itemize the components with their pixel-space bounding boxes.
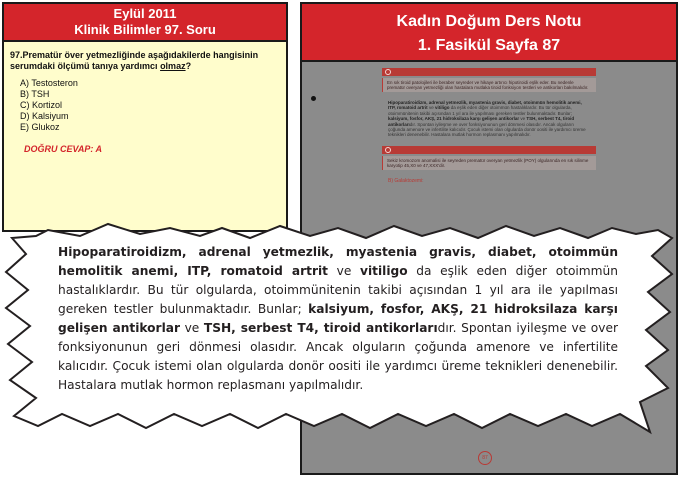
note-box-1: En sık tiroid patolojileri ile beraber seyreder ve hikaye artırıcı hipotiroidi eşlik eder. Bu nedenle prematür overyan yetmezliği olan hastalara mutlaka tiroid fonksiyon testleri ve antikorları bakılmalıdır. bbox=[382, 78, 596, 92]
notes-title: Kadın Doğum Ders Notu bbox=[396, 13, 582, 30]
bubble-tests-2: TSH, serbest T4, tiroid antikorları bbox=[203, 321, 438, 335]
correct-answer: DOĞRU CEVAP: A bbox=[24, 144, 103, 154]
bubble-vitiligo: vitiligo bbox=[360, 264, 408, 278]
question-number: Klinik Bilimler 97. Soru bbox=[74, 22, 216, 37]
page-number-badge: 87 bbox=[478, 451, 492, 465]
question-text: 97.Prematür över yetmezliğinde aşağıdakilerde hangisinin serumdaki ölçümü tanıya yardımcı olmaz? bbox=[10, 50, 259, 71]
bubble-diseases: Hipoparatiroidizm, adrenal yetmezlik, myastenia gravis, diabet, otoimmün hemolitik anemi, ITP, romatoid artrit bbox=[58, 245, 618, 278]
subheading: B) Galaktozemi: bbox=[388, 177, 424, 184]
option-d: D) Kalsiyum bbox=[20, 111, 69, 121]
option-a: A) Testosteron bbox=[20, 78, 78, 88]
question-negation: olmaz bbox=[160, 61, 186, 71]
note-box-2: Sekiz kromozom anomalisi ile seyreden prematür overyan yetmezlik (POY) olgularında en sık silinme karyotip 45,X0 ve 47,XXX'dir. bbox=[382, 156, 596, 170]
bubble-text: Hipoparatiroidizm, adrenal yetmezlik, myastenia gravis, diabet, otoimmün hemolitik anemi, ITP, romatoid artrit ve vitiligo da eşlik eden diğer otoimmün hastalıklardır. Bu tür olgularda, otoimmünitenin takibi açısından 1 yıl ara ile yapılması gereken testler bulunmaktadır. Bunlar; kalsiyum, fosfor, AKŞ, 21 hidroksilaza karşı gelişen antikorlar ve TSH, serbest T4, tiroid antikorlarıdır. Spontan iyileşme ve over fonksiyonunun geri dönmesi olasıdır. Ancak olguların çoğunda amenore ve infertilite kalıcıdır. Çocuk istemi olan olgularda donör oositi ile yardımcı üreme teknikleri denenebilir. Hastalara mutlak hormon replasmanı yapılmalıdır. bbox=[58, 245, 618, 392]
option-c: C) Kortizol bbox=[20, 100, 63, 110]
exam-date: Eylül 2011 bbox=[113, 6, 177, 21]
page-body-text: Hipoparatiroidizm, adrenal yetmezlik, myastenia gravis, diabet, otoimmün hemolitik anemi, ITP, romatoid artrit ve vitiligo da eşlik eden diğer otoimmün hastalıklardır. Bu tür olgularda, otoimmünitenin takibi açısından 1 yıl ara ile yapılması gereken testler bulunmaktadır. Bunlar; kalsiyum, fosfor, AKŞ, 21 hidroksilaza karşı gelişen antikorlar ve TSH, serbest T4, tiroid antikorlarıdır. Spontan iyileşme ve over fonksiyonunun geri dönmesi olasıdır. Ancak olguların çoğunda amenore ve infertilite kalıcıdır. Çocuk istemi olan olgularda donör oositi ile yardımcı üreme teknikleri denenebilir. Hastalara mutlak hormon replasmanı yapılmalıdır. bbox=[388, 100, 586, 138]
option-b: B) TSH bbox=[20, 89, 50, 99]
option-e: E) Glukoz bbox=[20, 122, 60, 132]
bubble-tests-1: kalsiyum, fosfor, AKŞ, 21 hidroksilaza karşı gelişen antikorlar bbox=[58, 302, 618, 335]
notes-page-ref: 1. Fasikül Sayfa 87 bbox=[417, 37, 561, 54]
